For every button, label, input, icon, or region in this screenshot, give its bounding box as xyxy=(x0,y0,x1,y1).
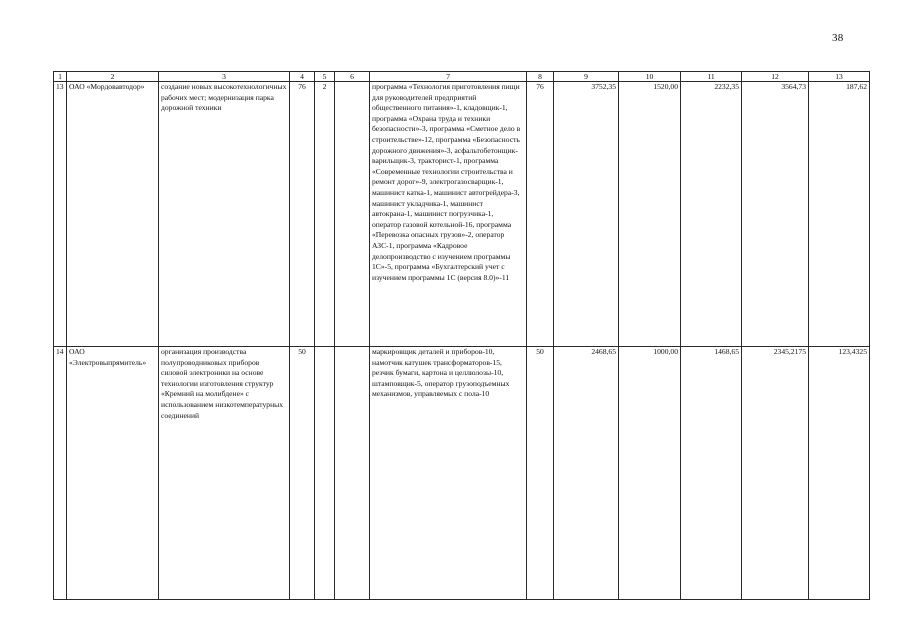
column-number: 2 xyxy=(67,72,159,82)
organization-name: ОАО «Мордовавтодор» xyxy=(67,82,159,347)
table-row xyxy=(54,347,870,600)
cell-col-12: 2345,2175 xyxy=(742,347,809,600)
training-programs: программа «Технология приготовления пищи для руководителей предприятий общественного питания»-1, кладовщик-1, программа «Охрана труда и техники безопасности»-3, программа «Сметное дело в строительстве»-12, программа «Безопасность дорожного движения»-3, асфальтобетонщик-варильщик-3, тракторист-1, программа «Современные технологии строительства и ремонт дорог»-9, электрогазосварщик-1, машинист катка-1, машинист автогрейдера-3, машинист укладчика-1, машинист автокрана-1, машинист погрузчика-1, оператор газовой котельной-16, программа «Перевозка опасных грузов»-2, оператор АЗС-1, программа «Кадровое делопроизводство с изучением программы 1С»-5, программа «Бухгалтерский учет с изучением программы 1С (версия 8.0)»-11 xyxy=(370,82,527,347)
cell-col-6 xyxy=(335,347,370,600)
column-number: 5 xyxy=(315,72,335,82)
cell-col-11: 2232,35 xyxy=(681,82,742,347)
row-number: 14 xyxy=(54,347,67,600)
cell-col-4: 50 xyxy=(290,347,315,600)
cell-col-11: 1468,65 xyxy=(681,347,742,600)
organization-name: ОАО «Электровыпрямитель» xyxy=(67,347,159,600)
column-number-row xyxy=(54,72,870,82)
column-number: 6 xyxy=(335,72,370,82)
column-number: 11 xyxy=(681,72,742,82)
cell-col-6 xyxy=(335,82,370,347)
cell-col-12: 3564,73 xyxy=(742,82,809,347)
cell-col-13: 187,62 xyxy=(809,82,870,347)
cell-col-9: 3752,35 xyxy=(554,82,619,347)
cell-col-8: 76 xyxy=(527,82,554,347)
table-row xyxy=(54,82,870,347)
cell-col-10: 1520,00 xyxy=(619,82,681,347)
column-number: 1 xyxy=(54,72,67,82)
column-number: 4 xyxy=(290,72,315,82)
project-description: организация производства полупроводниковых приборов силовой электроники на основе технологии изготовления структур «Кремний на молибдене» с использованием низкотемпературных соединений xyxy=(159,347,290,600)
column-number: 10 xyxy=(619,72,681,82)
column-number: 7 xyxy=(370,72,527,82)
row-number: 13 xyxy=(54,82,67,347)
cell-col-10: 1000,00 xyxy=(619,347,681,600)
column-number: 12 xyxy=(742,72,809,82)
data-table xyxy=(53,71,870,600)
project-description: создание новых высокотехнологичных рабочих мест; модернизация парка дорожной техники xyxy=(159,82,290,347)
cell-col-5: 2 xyxy=(315,82,335,347)
cell-col-8: 50 xyxy=(527,347,554,600)
column-number: 9 xyxy=(554,72,619,82)
cell-col-9: 2468,65 xyxy=(554,347,619,600)
cell-col-5 xyxy=(315,347,335,600)
column-number: 13 xyxy=(809,72,870,82)
page-number: 38 xyxy=(832,32,844,44)
cell-col-4: 76 xyxy=(290,82,315,347)
column-number: 8 xyxy=(527,72,554,82)
training-programs: маркировщик деталей и приборов-10, намотчик катушек трансформаторов-15, резчик бумаги, картона и целлюлозы-10, штамповщик-5, оператор грузоподъемных механизмов, управляемых с пола-10 xyxy=(370,347,527,600)
cell-col-13: 123,4325 xyxy=(809,347,870,600)
column-number: 3 xyxy=(159,72,290,82)
